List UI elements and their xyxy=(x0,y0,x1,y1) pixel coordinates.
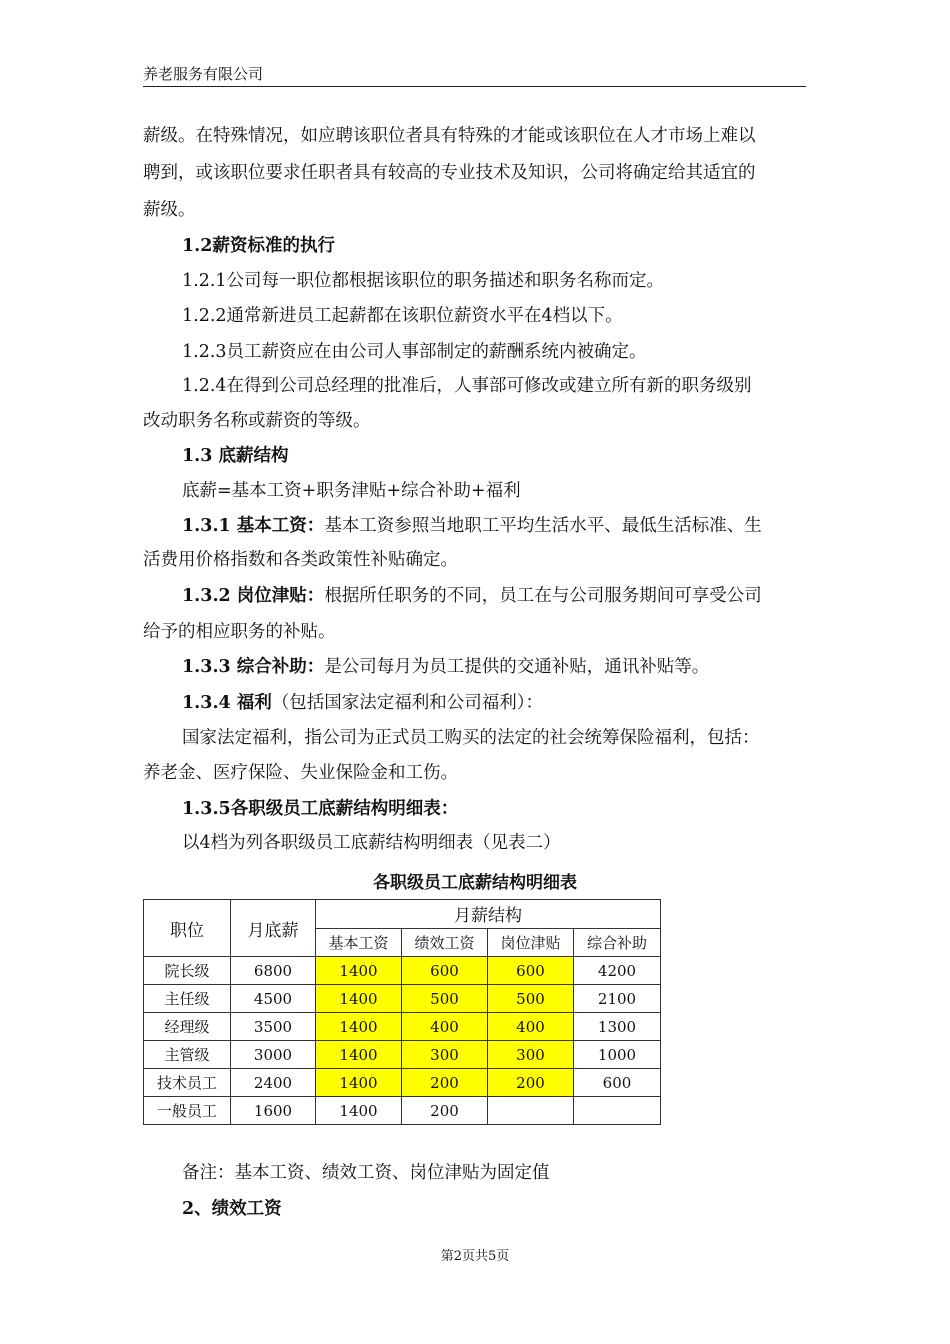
cell-comprehensive-subsidy: 1300 xyxy=(574,1013,661,1041)
paragraph-line: 薪级。在特殊情况，如应聘该职位者具有特殊的才能或该职位在人才市场上难以 xyxy=(143,126,756,146)
paragraph-text: 是公司每月为员工提供的交通补贴，通讯补贴等。 xyxy=(324,657,710,677)
subheader-basic-salary: 基本工资 xyxy=(316,928,402,957)
cell-position: 主任级 xyxy=(144,985,231,1013)
note-line: 备注：基本工资、绩效工资、岗位津贴为固定值 xyxy=(182,1163,550,1183)
paragraph-line: 活费用价格指数和各类政策性补贴确定。 xyxy=(143,550,458,570)
cell-performance-salary: 300 xyxy=(402,1041,488,1069)
cell-position: 院长级 xyxy=(144,957,231,985)
cell-comprehensive-subsidy xyxy=(574,1097,661,1125)
formula-line: 底薪=基本工资+职务津贴+综合补助+福利 xyxy=(182,481,521,501)
section-heading: 1.3.5各职级员工底薪结构明细表： xyxy=(182,799,459,819)
cell-basic-salary: 1400 xyxy=(316,1041,402,1069)
paragraph-line: 养老金、医疗保险、失业保险金和工伤。 xyxy=(143,763,458,783)
cell-basic-salary: 1400 xyxy=(316,1097,402,1125)
subsection-heading: 1.3.2 岗位津贴： xyxy=(182,586,325,606)
cell-post-allowance: 500 xyxy=(488,985,574,1013)
paragraph-line: 以4档为列各职级员工底薪结构明细表（见表二） xyxy=(182,833,561,853)
subsection-heading: 1.3.1 基本工资： xyxy=(182,516,325,536)
subheader-performance-salary: 绩效工资 xyxy=(402,928,488,957)
header-monthly-base: 月底薪 xyxy=(231,900,316,957)
section-heading: 1.2薪资标准的执行 xyxy=(182,236,335,256)
cell-monthly-base: 3500 xyxy=(231,1013,316,1041)
section-heading: 2、绩效工资 xyxy=(182,1199,282,1219)
paragraph-text: 根据所任职务的不同，员工在与公司服务期间可享受公司 xyxy=(324,586,762,606)
paragraph-text: （包括国家法定福利和公司福利）： xyxy=(271,693,544,713)
cell-comprehensive-subsidy: 4200 xyxy=(574,957,661,985)
table-row xyxy=(144,1013,661,1041)
cell-comprehensive-subsidy: 1000 xyxy=(574,1041,661,1069)
cell-basic-salary: 1400 xyxy=(316,985,402,1013)
paragraph-line: 国家法定福利，指公司为正式员工购买的法定的社会统筹保险福利，包括： xyxy=(182,728,760,748)
cell-performance-salary: 200 xyxy=(402,1097,488,1125)
cell-basic-salary: 1400 xyxy=(316,1013,402,1041)
cell-position: 经理级 xyxy=(144,1013,231,1041)
paragraph-text: 基本工资参照当地职工平均生活水平、最低生活标准、生 xyxy=(324,516,762,536)
paragraph-line: 聘到，或该职位要求任职者具有较高的专业技术及知识，公司将确定给其适宜的 xyxy=(143,163,756,183)
cell-performance-salary: 500 xyxy=(402,985,488,1013)
subheader-post-allowance: 岗位津贴 xyxy=(488,928,574,957)
company-name: 养老服务有限公司 xyxy=(143,65,264,83)
paragraph-line: 给予的相应职务的补贴。 xyxy=(143,622,336,642)
cell-position: 主管级 xyxy=(144,1041,231,1069)
paragraph-line: 1.2.4在得到公司总经理的批准后，人事部可修改或建立所有新的职务级别 xyxy=(182,376,752,396)
cell-post-allowance: 600 xyxy=(488,957,574,985)
cell-monthly-base: 3000 xyxy=(231,1041,316,1069)
paragraph-line: 薪级。 xyxy=(143,200,196,220)
page-number: 第2页共5页 xyxy=(440,1249,510,1264)
table-row xyxy=(144,957,661,985)
cell-basic-salary: 1400 xyxy=(316,1069,402,1097)
cell-post-allowance xyxy=(488,1097,574,1125)
cell-monthly-base: 6800 xyxy=(231,957,316,985)
cell-performance-salary: 600 xyxy=(402,957,488,985)
subsection-heading: 1.3.4 福利 xyxy=(182,693,272,713)
paragraph-line: 1.2.1公司每一职位都根据该职位的职务描述和职务名称而定。 xyxy=(182,271,665,291)
cell-basic-salary: 1400 xyxy=(316,957,402,985)
cell-post-allowance: 300 xyxy=(488,1041,574,1069)
cell-performance-salary: 400 xyxy=(402,1013,488,1041)
cell-position: 技术员工 xyxy=(144,1069,231,1097)
paragraph-line: 改动职务名称或薪资的等级。 xyxy=(143,411,371,431)
table-row xyxy=(144,985,661,1013)
subheader-comprehensive-subsidy: 综合补助 xyxy=(574,928,661,957)
paragraph-line: 1.2.3员工薪资应在由公司人事部制定的薪酬系统内被确定。 xyxy=(182,342,647,362)
paragraph-line xyxy=(182,513,762,539)
cell-monthly-base: 2400 xyxy=(231,1069,316,1097)
cell-post-allowance: 400 xyxy=(488,1013,574,1041)
table-row xyxy=(144,1097,661,1125)
cell-comprehensive-subsidy: 600 xyxy=(574,1069,661,1097)
cell-position: 一般员工 xyxy=(144,1097,231,1125)
header-position: 职位 xyxy=(144,900,231,957)
table-row xyxy=(144,1041,661,1069)
cell-monthly-base: 4500 xyxy=(231,985,316,1013)
paragraph-line xyxy=(182,654,709,680)
paragraph-line xyxy=(182,690,543,716)
subsection-heading: 1.3.3 综合补助： xyxy=(182,657,325,677)
paragraph-line: 1.2.2通常新进员工起薪都在该职位薪资水平在4档以下。 xyxy=(182,306,623,326)
cell-performance-salary: 200 xyxy=(402,1069,488,1097)
cell-monthly-base: 1600 xyxy=(231,1097,316,1125)
salary-structure-table xyxy=(143,899,661,1125)
table-row xyxy=(144,1069,661,1097)
header-monthly-structure: 月薪结构 xyxy=(316,900,661,929)
cell-post-allowance: 200 xyxy=(488,1069,574,1097)
section-heading: 1.3 底薪结构 xyxy=(182,446,289,466)
cell-comprehensive-subsidy: 2100 xyxy=(574,985,661,1013)
page-header xyxy=(143,64,806,87)
table-caption: 各职级员工底薪结构明细表 xyxy=(373,873,577,893)
paragraph-line xyxy=(182,583,762,609)
